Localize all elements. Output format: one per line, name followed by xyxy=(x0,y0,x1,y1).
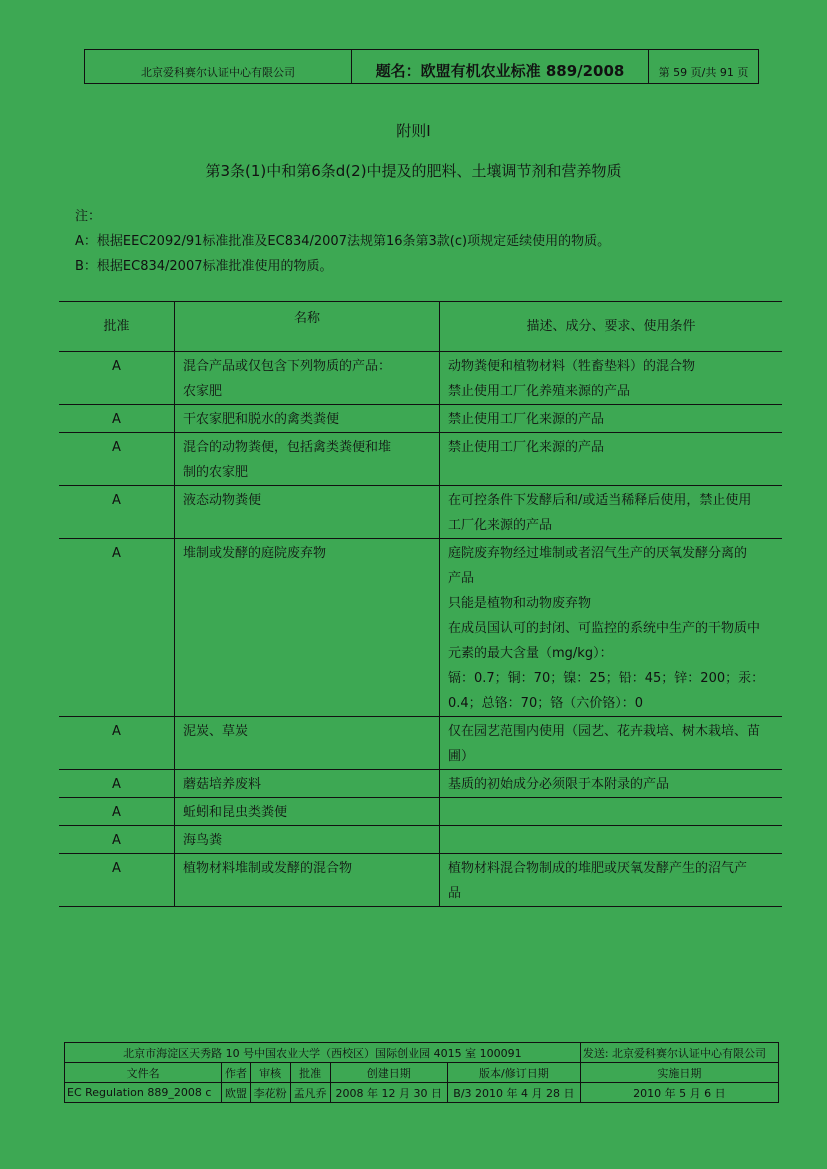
footer-address: 北京市海淀区天秀路 10 号中国农业大学（西校区）国际创业园 4015 室 100091 xyxy=(65,1043,581,1063)
row-name-line: 液态动物粪便 xyxy=(183,493,262,508)
footer-label: 文件名 xyxy=(65,1063,222,1083)
row-name-line: 农家肥 xyxy=(183,384,223,399)
row-name-line: 泥炭、草炭 xyxy=(183,724,249,739)
footer-label: 作者 xyxy=(222,1063,250,1083)
table-header-row xyxy=(59,302,782,352)
row-description-line: 仅在园艺范围内使用（园艺、花卉栽培、树木栽培、苗 xyxy=(448,724,761,739)
row-description-line: 圃） xyxy=(448,749,475,764)
note-b: B：根据EC834/2007标准批准使用的物质。 xyxy=(75,259,333,274)
annex-title: 附则Ⅰ xyxy=(396,122,431,140)
footer-value: 李花粉 xyxy=(250,1083,290,1103)
row-description xyxy=(440,717,783,770)
row-name xyxy=(175,826,440,854)
row-description xyxy=(440,486,783,539)
document-footer xyxy=(64,1042,779,1103)
table-row xyxy=(59,433,782,486)
note-label: 注： xyxy=(75,209,102,224)
row-approval: A xyxy=(59,826,175,854)
table-row xyxy=(59,405,782,433)
table-row xyxy=(59,854,782,907)
row-name xyxy=(175,352,440,405)
row-description-line: 禁止使用工厂化养殖来源的产品 xyxy=(448,384,631,399)
table-row xyxy=(59,798,782,826)
header-page-number: 第 59 页/共 91 页 xyxy=(649,50,759,84)
row-name-line: 植物材料堆制或发酵的混合物 xyxy=(183,861,353,876)
row-description-line: 工厂化来源的产品 xyxy=(448,518,553,533)
footer-send-to: 发送: 北京爱科赛尔认证中心有限公司 xyxy=(580,1043,778,1063)
row-description-line: 动物粪便和植物材料（牲畜垫料）的混合物 xyxy=(448,359,696,374)
row-approval: A xyxy=(59,352,175,405)
table-row xyxy=(59,717,782,770)
row-name xyxy=(175,717,440,770)
table-row xyxy=(59,352,782,405)
row-approval: A xyxy=(59,405,175,433)
header-company: 北京爱科赛尔认证中心有限公司 xyxy=(85,50,352,84)
row-name xyxy=(175,798,440,826)
footer-label: 实施日期 xyxy=(580,1063,778,1083)
row-name-line: 混合产品或仅包含下列物质的产品： xyxy=(183,359,392,374)
row-description-line: 镉：0.7；铜：70；镍：25；铅：45；锌：200；汞： xyxy=(448,671,765,686)
page-header xyxy=(84,49,759,84)
row-description xyxy=(440,798,783,826)
header-approval: 批准 xyxy=(59,302,175,352)
row-name xyxy=(175,539,440,717)
row-name-line: 堆制或发酵的庭院废弃物 xyxy=(183,546,327,561)
row-name-line: 蚯蚓和昆虫类粪便 xyxy=(183,805,288,820)
footer-value: EC Regulation 889_2008 c xyxy=(65,1083,222,1103)
row-name xyxy=(175,854,440,907)
row-description xyxy=(440,854,783,907)
row-name-line: 混合的动物粪便，包括禽类粪便和堆 xyxy=(183,440,392,455)
row-description xyxy=(440,770,783,798)
row-approval: A xyxy=(59,539,175,717)
footer-value: 欧盟 xyxy=(222,1083,250,1103)
note-a: A：根据EEC2092/91标准批准及EC834/2007法规第16条第3款(c)项规定延续使用的物质。 xyxy=(75,234,611,249)
substances-table xyxy=(59,301,782,907)
row-approval: A xyxy=(59,854,175,907)
row-approval: A xyxy=(59,798,175,826)
footer-label: 创建日期 xyxy=(330,1063,447,1083)
header-title: 题名：欧盟有机农业标准 889/2008 xyxy=(352,50,649,84)
row-description xyxy=(440,352,783,405)
row-description-line: 品 xyxy=(448,886,462,901)
row-approval: A xyxy=(59,433,175,486)
footer-value: 孟凡乔 xyxy=(290,1083,330,1103)
row-name-line: 蘑菇培养废料 xyxy=(183,777,262,792)
annex-subtitle: 第3条(1)中和第6条d(2)中提及的肥料、土壤调节剂和营养物质 xyxy=(205,162,622,180)
row-description-line: 禁止使用工厂化来源的产品 xyxy=(448,412,605,427)
header-description: 描述、成分、要求、使用条件 xyxy=(440,302,783,352)
footer-value: B/3 2010 年 4 月 28 日 xyxy=(447,1083,580,1103)
row-description-line: 在可控条件下发酵后和/或适当稀释后使用，禁止使用 xyxy=(448,493,752,508)
row-description xyxy=(440,539,783,717)
row-description xyxy=(440,826,783,854)
footer-label: 审核 xyxy=(250,1063,290,1083)
row-description-line: 产品 xyxy=(448,571,475,586)
row-name xyxy=(175,770,440,798)
row-name xyxy=(175,433,440,486)
table-row xyxy=(59,539,782,717)
table-row xyxy=(59,826,782,854)
table-row xyxy=(59,486,782,539)
row-description-line: 元素的最大含量（mg/kg）： xyxy=(448,646,613,661)
table-row xyxy=(59,770,782,798)
header-name: 名称 xyxy=(175,302,440,352)
row-description-line: 只能是植物和动物废弃物 xyxy=(448,596,592,611)
row-description xyxy=(440,433,783,486)
row-description-line: 植物材料混合物制成的堆肥或厌氧发酵产生的沼气产 xyxy=(448,861,748,876)
row-name xyxy=(175,405,440,433)
row-approval: A xyxy=(59,717,175,770)
row-description-line: 0.4；总铬：70；铬（六价铬）：0 xyxy=(448,696,643,711)
footer-label: 版本/修订日期 xyxy=(447,1063,580,1083)
row-name-line: 制的农家肥 xyxy=(183,465,249,480)
row-description xyxy=(440,405,783,433)
row-name-line: 干农家肥和脱水的禽类粪便 xyxy=(183,412,340,427)
row-description-line: 庭院废弃物经过堆制或者沼气生产的厌氧发酵分离的 xyxy=(448,546,748,561)
footer-label: 批准 xyxy=(290,1063,330,1083)
row-description-line: 基质的初始成分必须限于本附录的产品 xyxy=(448,777,670,792)
row-approval: A xyxy=(59,770,175,798)
row-name xyxy=(175,486,440,539)
row-name-line: 海鸟粪 xyxy=(183,833,223,848)
footer-value: 2010 年 5 月 6 日 xyxy=(580,1083,778,1103)
row-approval: A xyxy=(59,486,175,539)
row-description-line: 在成员国认可的封闭、可监控的系统中生产的干物质中 xyxy=(448,621,761,636)
row-description-line: 禁止使用工厂化来源的产品 xyxy=(448,440,605,455)
footer-value: 2008 年 12 月 30 日 xyxy=(330,1083,447,1103)
